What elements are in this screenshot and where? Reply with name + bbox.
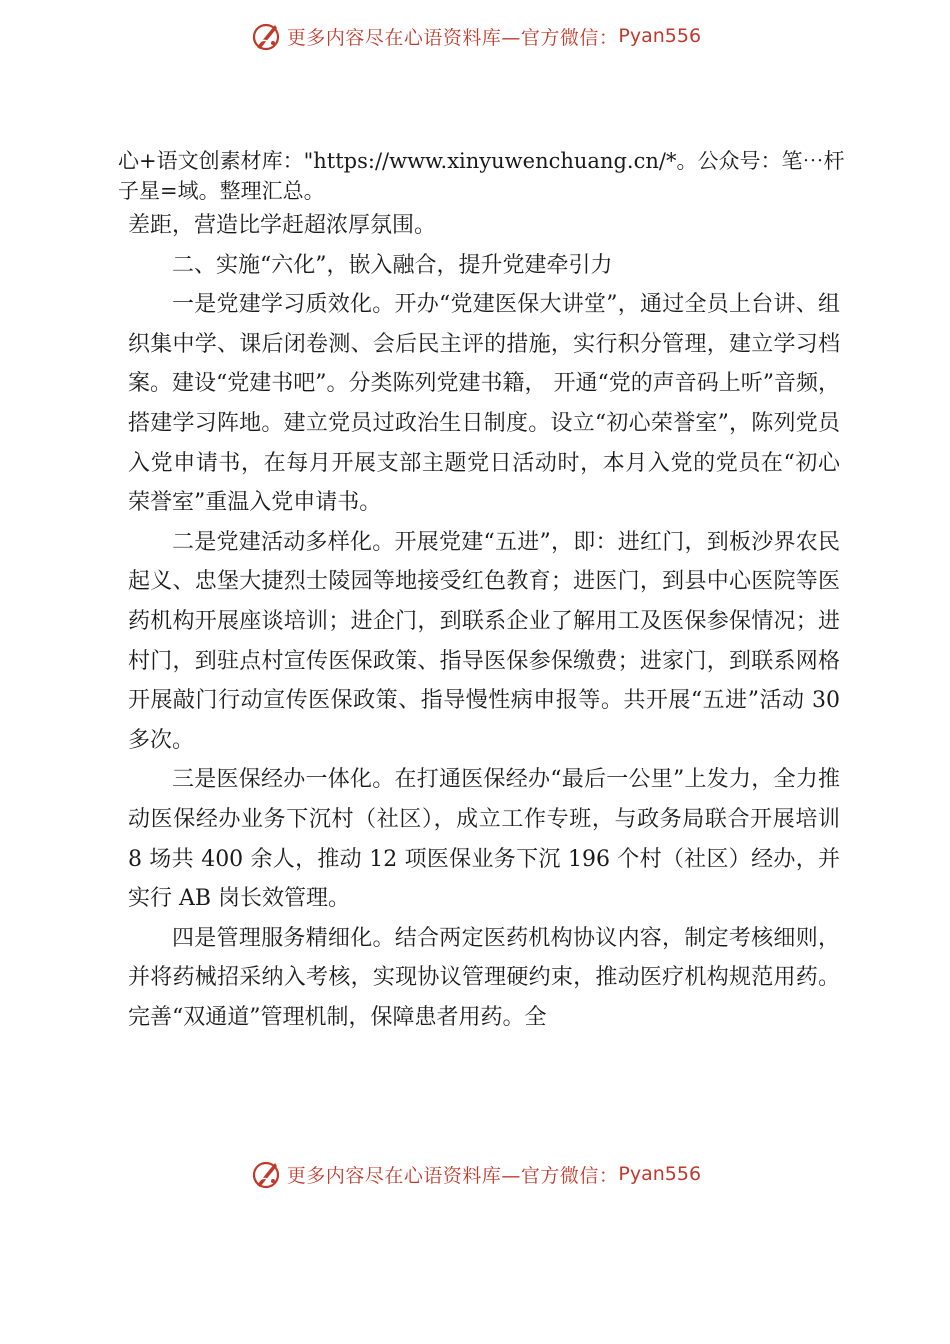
quill-pen-logo-icon	[249, 19, 283, 53]
paragraph-continuation: 差距，营造比学赶超浓厚氛围。	[128, 213, 437, 238]
paragraph-integration: 三是医保经办一体化。在打通医保经办“最后一公里”上发力，全力推动医保经办业务下沉村（社区），成立工作专班，与政务局联合开展培训 8 场共 400 余人，推动 12 项医保业务下沉 196 个村（社区）经办，并实行 AB 岗长效管理。	[128, 767, 840, 912]
footer-banner	[0, 1152, 950, 1196]
document-body	[118, 146, 845, 1037]
footer-wechat-id: Pyan556	[618, 1163, 702, 1185]
source-note: 心+语文创素材库："https://www.xinyuwenchuang.cn/*。公众号：笔⋯杆子星=域。整理汇总。	[118, 149, 845, 203]
paragraph-activities: 二是党建活动多样化。开展党建“五进”，即：进红门，到板沙界农民起义、忠堡大捷烈士陵园等地接受红色教育；进医门，到县中心医院等医药机构开展座谈培训；进企门，到联系企业了解用工及医保参保情况；进村门，到驻点村宣传医保政策、指导医保参保缴费；进家门，到联系网格开展敲门行动宣传医保政策、指导慢性病申报等。共开展“五进”活动 30 多次。	[128, 529, 840, 753]
footer-banner-text: 更多内容尽在心语资料库—官方微信：	[286, 1164, 619, 1187]
header-banner	[0, 14, 950, 58]
section-heading: 二、实施“六化”，嵌入融合，提升党建牵引力	[172, 252, 613, 278]
quill-pen-logo-icon	[249, 1157, 283, 1191]
header-banner-text: 更多内容尽在心语资料库—官方微信：	[286, 26, 619, 49]
paragraph-management: 四是管理服务精细化。结合两定医药机构协议内容，制定考核细则，并将药械招采纳入考核，实现协议管理硬约束，推动医疗机构规范用药。完善“双通道”管理机制，保障患者用药。全	[128, 925, 840, 1030]
paragraph-study: 一是党建学习质效化。开办“党建医保大讲堂”，通过全员上台讲、组织集中学、课后闭卷测、会后民主评的措施，实行积分管理，建立学习档案。建设“党建书吧”。分类陈列党建书籍， 开通“党的声音码上听”音频，搭建学习阵地。建立党员过政治生日制度。设立“初心荣誉室”，陈列党员入党申请书，在每月开展支部主题党日活动时，本月入党的党员在“初心荣誉室”重温入党申请书。	[128, 292, 840, 516]
header-wechat-id: Pyan556	[618, 25, 702, 47]
